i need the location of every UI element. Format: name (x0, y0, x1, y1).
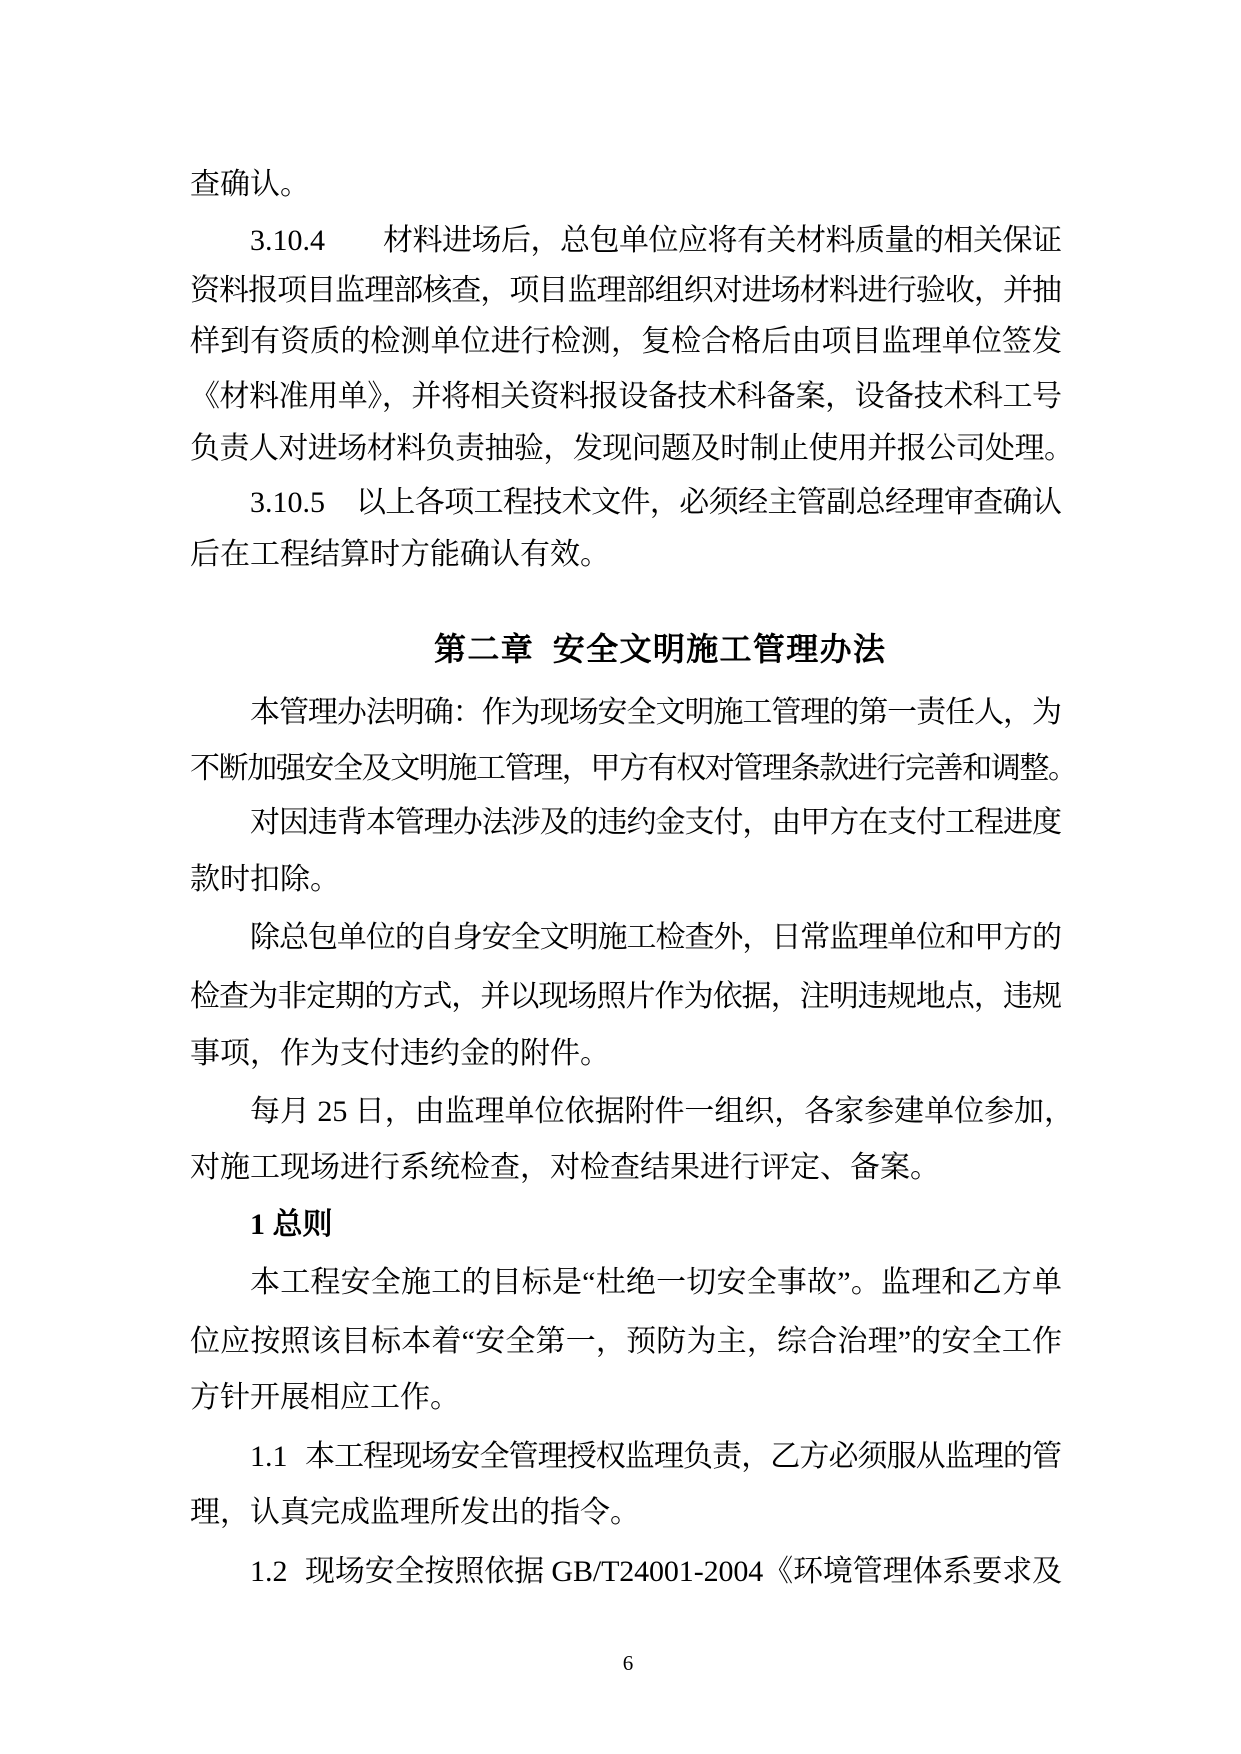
paragraph-line: 除总包单位的自身安全文明施工检查外，日常监理单位和甲方的 (250, 921, 1062, 954)
paragraph-line: 检查为非定期的方式，并以现场照片作为依据，注明违规地点，违规 (190, 980, 1062, 1013)
paragraph-line: 位应按照该目标本着“安全第一，预防为主，综合治理”的安全工作 (190, 1325, 1062, 1358)
paragraph-line: 样到有资质的检测单位进行检测，复检合格后由项目监理单位签发 (190, 325, 1062, 358)
paragraph-line: 负责人对进场材料负责抽验，发现问题及时制止使用并报公司处理。 (190, 432, 1074, 465)
paragraph-line: 方针开展相应工作。 (190, 1381, 460, 1414)
paragraph-line: 事项，作为支付违约金的附件。 (190, 1037, 610, 1070)
paragraph-line: 后在工程结算时方能确认有效。 (190, 538, 610, 571)
clause-number: 3.10.5 (250, 486, 325, 519)
paragraph-line: 对施工现场进行系统检查，对检查结果进行评定、备案。 (190, 1151, 940, 1184)
paragraph-line: 材料进场后，总包单位应将有关材料质量的相关保证 (383, 224, 1062, 257)
paragraph-line: 《材料准用单》，并将相关资料报设备技术科备案，设备技术科工号 (190, 380, 1062, 413)
paragraph-line: 本管理办法明确：作为现场安全文明施工管理的第一责任人，为 (250, 696, 1062, 729)
page-number: 6 (622, 1651, 634, 1675)
paragraph-line: 资料报项目监理部核查，项目监理部组织对进场材料进行验收，并抽 (190, 274, 1062, 307)
clause-number: 1.1 (250, 1440, 288, 1473)
paragraph-line: 本工程安全施工的目标是“杜绝一切安全事故”。监理和乙方单 (250, 1266, 1062, 1299)
paragraph-line: 理，认真完成监理所发出的指令。 (190, 1496, 640, 1529)
clause-number: 1.2 (250, 1555, 288, 1588)
paragraph-line: 现场安全按照依据 GB/T24001-2004《环境管理体系要求及 (305, 1555, 1062, 1588)
chapter-title: 第二章 安全文明施工管理办法 (434, 631, 885, 667)
paragraph-line: 以上各项工程技术文件，必须经主管副总经理审查确认 (356, 486, 1062, 519)
paragraph-line: 本工程现场安全管理授权监理负责，乙方必须服从监理的管 (305, 1440, 1062, 1473)
paragraph-line: 查确认。 (190, 168, 310, 201)
clause-number: 3.10.4 (250, 224, 325, 257)
paragraph-line: 对因违背本管理办法涉及的违约金支付，由甲方在支付工程进度 (250, 806, 1062, 839)
section-title: 1 总则 (250, 1208, 333, 1241)
paragraph-line: 每月 25 日，由监理单位依据附件一组织，各家参建单位参加， (250, 1095, 1074, 1128)
paragraph-line: 不断加强安全及文明施工管理，甲方有权对管理条款进行完善和调整。 (190, 752, 1078, 785)
paragraph-line: 款时扣除。 (190, 863, 340, 896)
